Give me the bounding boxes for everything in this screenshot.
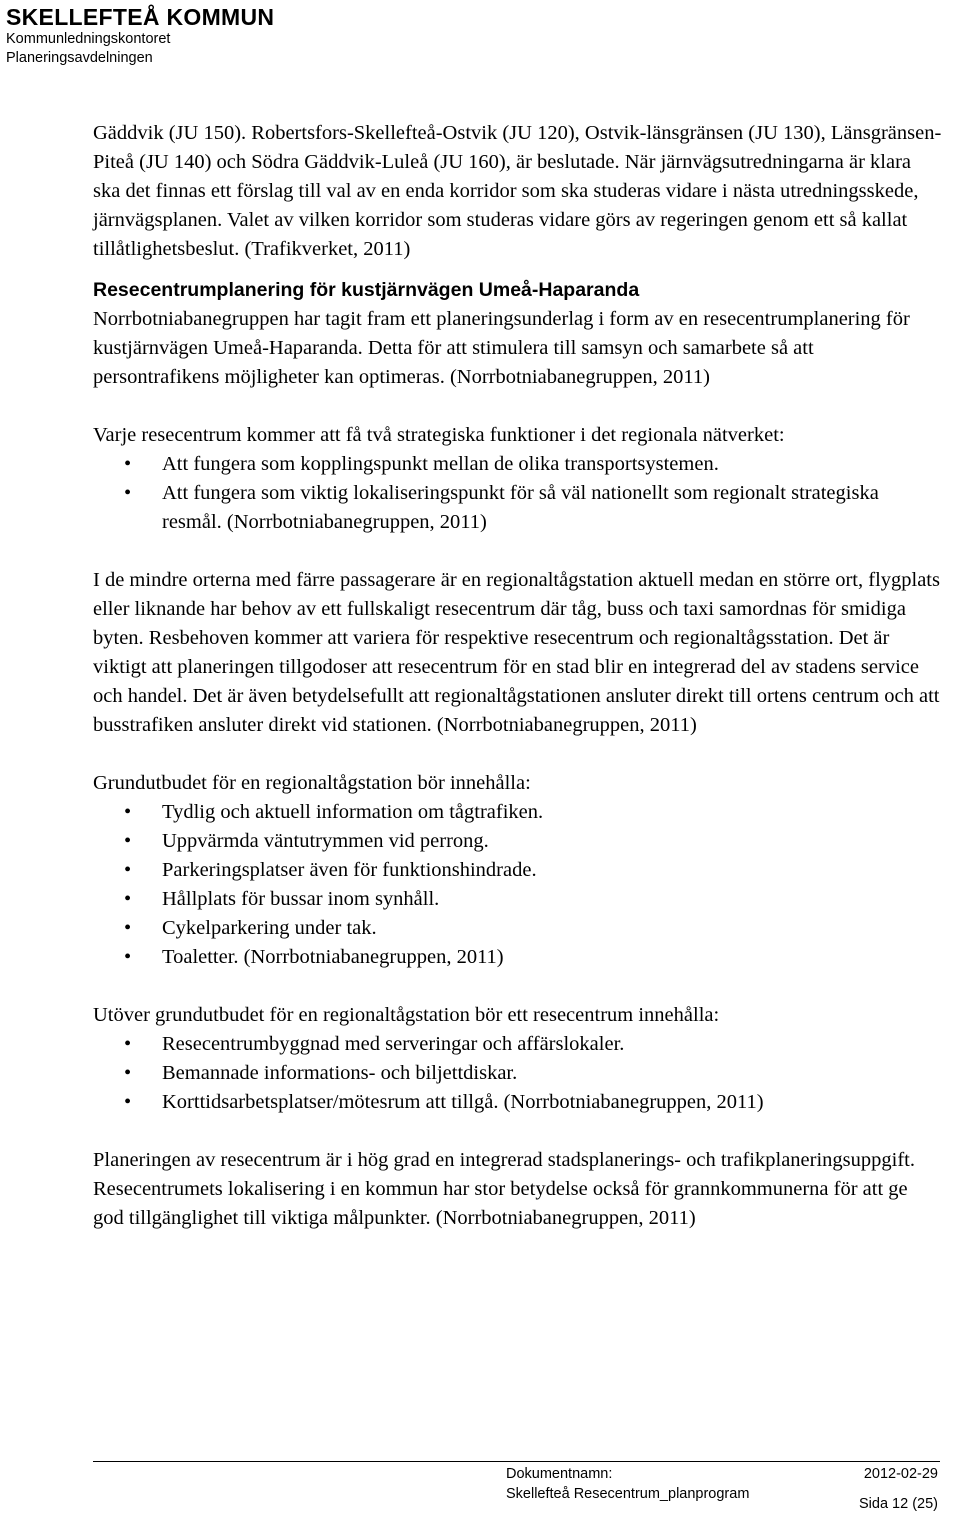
list-item: • Resecentrumbyggnad med serveringar och affärslokaler. xyxy=(93,1030,943,1059)
list-item: • Korttidsarbetsplatser/mötesrum att tillgå. (Norrbotniabanegruppen, 2011) xyxy=(93,1088,943,1117)
paragraph: Varje resecentrum kommer att få två strategiska funktioner i det regionala nätverket: xyxy=(93,424,785,446)
paragraph: Grundutbudet för en regionaltågstation bör innehålla: xyxy=(93,772,531,794)
department-name: Planeringsavdelningen xyxy=(6,50,153,66)
list-item: • Tydlig och aktuell information om tågtrafiken. xyxy=(93,798,943,827)
list-item: • Att fungera som viktig lokaliseringspunkt för så väl nationellt som regionalt strategiska resmål. (Norrbotniabanegruppen, 2011) xyxy=(93,479,943,537)
section-heading: Resecentrumplanering för kustjärnvägen Umeå-Haparanda xyxy=(93,279,640,301)
list-item: • Toaletter. (Norrbotniabanegruppen, 2011) xyxy=(93,943,943,972)
paragraph: I de mindre orterna med färre passagerare är en regionaltågstation aktuell medan en större ort, flygplats eller liknande har behov av ett fullskaligt resecentrum där tåg, buss och taxi samordnas för smidiga byten. Resbehoven kommer att variera för respektive resecentrum och regionaltågsstation. Det är viktigt att planeringen tillgodoser att resecentrum för en stad blir en integrerad del av stadens service och handel. Det är även betydelsefullt att regionaltågstationen ansluter direkt till ortens centrum och att busstrafiken ansluter direkt vid stationen. (Norrbotniabanegruppen, 2011) xyxy=(93,569,940,736)
bullet-icon: • xyxy=(124,1091,132,1113)
bullet-icon: • xyxy=(124,946,132,968)
footer-divider xyxy=(93,1461,940,1462)
paragraph: Planeringen av resecentrum är i hög grad en integrerad stadsplanerings- och trafikplaneringsuppgift. Resecentrumets lokalisering i en kommun har stor betydelse också för grannkommunerna för att ge god tillgänglighet till viktiga målpunkter. (Norrbotniabanegruppen, 2011) xyxy=(93,1149,915,1229)
bullet-icon: • xyxy=(124,859,132,881)
bullet-icon: • xyxy=(124,917,132,939)
list-item: • Bemannade informations- och biljettdiskar. xyxy=(93,1059,943,1088)
page-number: Sida 12 (25) xyxy=(859,1496,938,1512)
bullet-list xyxy=(93,1030,943,1117)
list-item: • Att fungera som kopplingspunkt mellan de olika transportsystemen. xyxy=(93,450,943,479)
list-item: • Parkeringsplatser även för funktionshindrade. xyxy=(93,856,943,885)
bullet-icon: • xyxy=(124,801,132,823)
bullet-list xyxy=(93,450,943,537)
document-header xyxy=(6,4,274,68)
office-name: Kommunledningskontoret xyxy=(6,31,171,47)
document-date: 2012-02-29 xyxy=(863,1466,938,1482)
paragraph: Gäddvik (JU 150). Robertsfors-Skellefteå-Ostvik (JU 120), Ostvik-länsgränsen (JU 130), Länsgränsen-Piteå (JU 140) och Södra Gäddvik-Luleå (JU 160), är beslutade. När järnvägsutredningarna är klara ska det finnas ett förslag till val av en enda korridor som ska studeras vidare i nästa utredningsskede, järnvägsplanen. Valet av vilken korridor som studeras vidare görs av regeringen genom ett så kallat tillåtlighetsbeslut. (Trafikverket, 2011) xyxy=(93,122,942,260)
document-name-label: Dokumentnamn: xyxy=(506,1466,613,1482)
bullet-icon: • xyxy=(124,1033,132,1055)
bullet-icon: • xyxy=(124,1062,132,1084)
list-item: • Hållplats för bussar inom synhåll. xyxy=(93,885,943,914)
paragraph: Utöver grundutbudet för en regionaltågstation bör ett resecentrum innehålla: xyxy=(93,1004,720,1026)
organization-name: SKELLEFTEÅ KOMMUN xyxy=(6,4,275,30)
list-item: • Cykelparkering under tak. xyxy=(93,914,943,943)
list-item: • Uppvärmda väntutrymmen vid perrong. xyxy=(93,827,943,856)
bullet-icon: • xyxy=(124,888,132,910)
bullet-icon: • xyxy=(124,830,132,852)
bullet-icon: • xyxy=(124,482,132,504)
bullet-list xyxy=(93,798,943,972)
paragraph: Norrbotniabanegruppen har tagit fram ett planeringsunderlag i form av en resecentrumplanering för kustjärnvägen Umeå-Haparanda. Detta för att stimulera till samsyn och samarbete så att persontrafikens möjligheter kan optimeras. (Norrbotniabanegruppen, 2011) xyxy=(93,308,910,388)
document-body xyxy=(93,119,943,1233)
bullet-icon: • xyxy=(124,453,132,475)
document-name: Skellefteå Resecentrum_planprogram xyxy=(506,1486,750,1502)
